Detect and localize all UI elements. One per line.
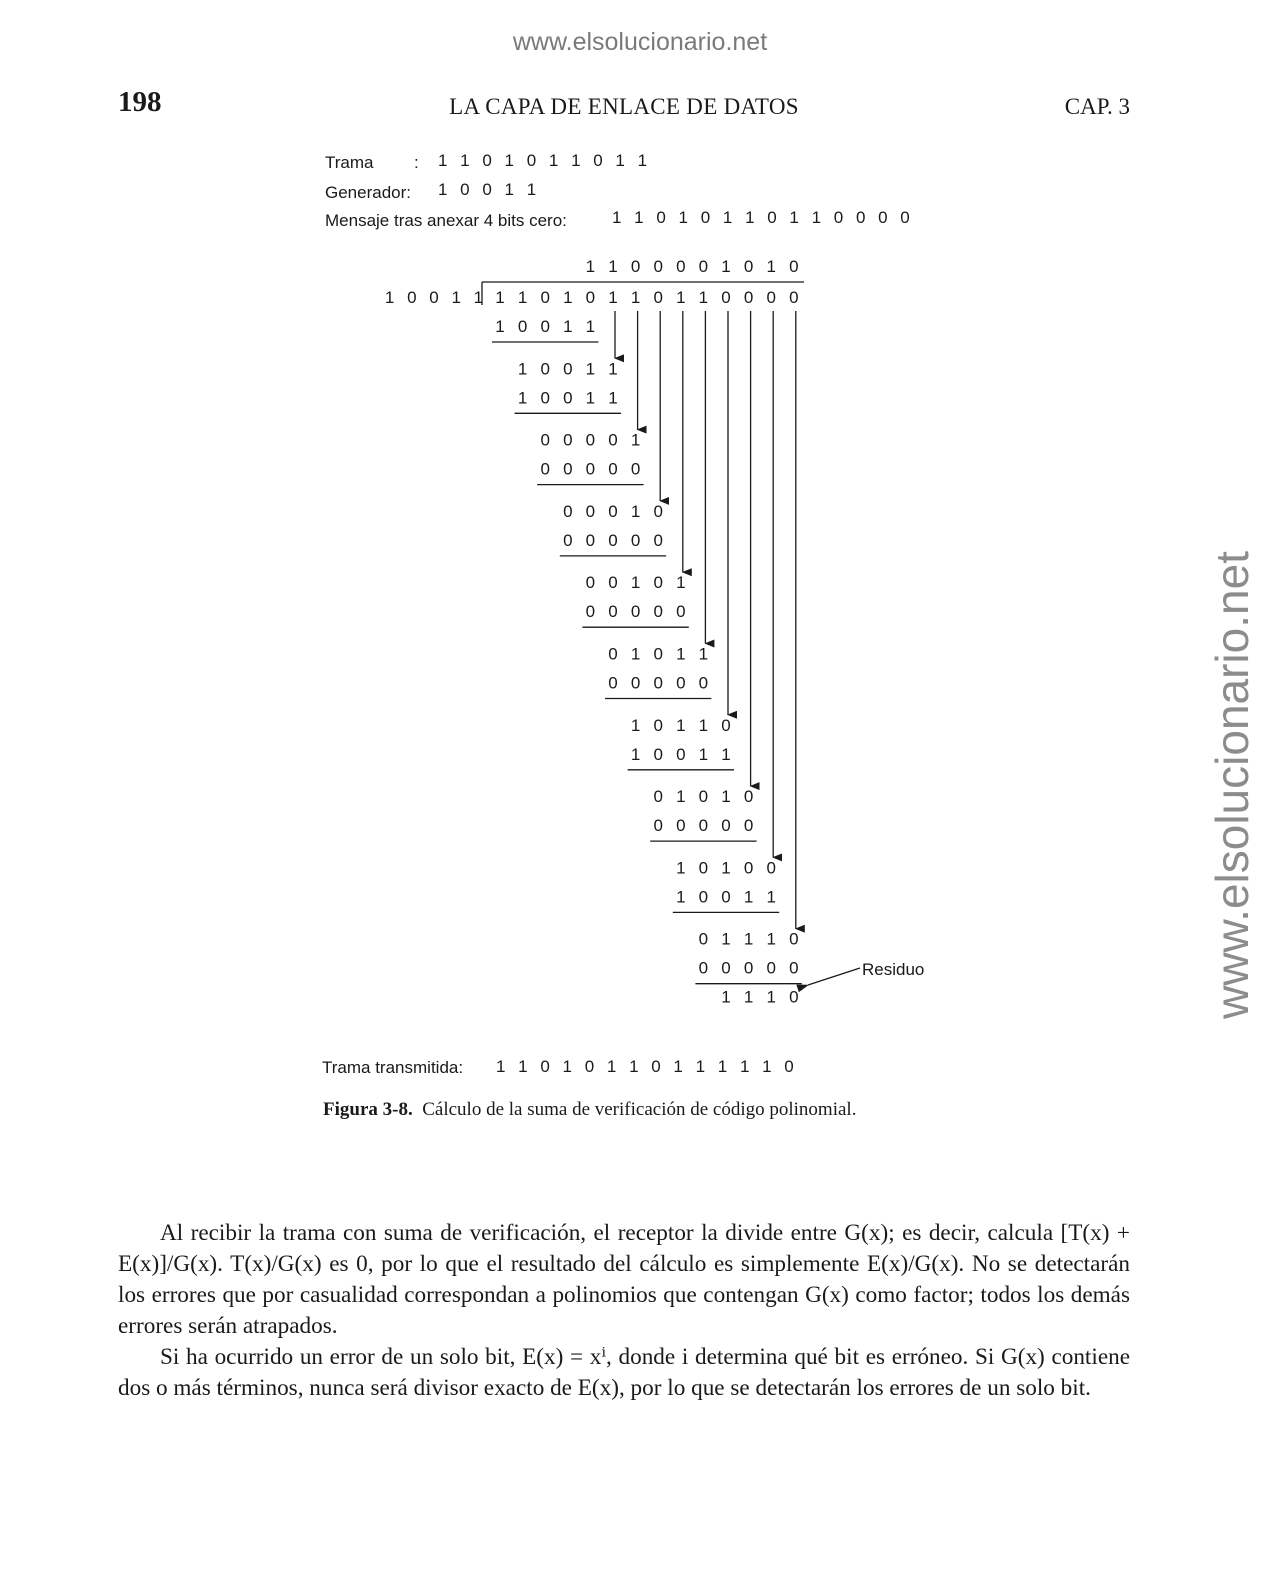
- remainder-digit: 1: [766, 987, 776, 1007]
- partial-digit: 1: [676, 787, 686, 807]
- quotient-digit: 0: [698, 257, 709, 276]
- partial-digit: 1: [721, 787, 731, 807]
- partial-digit: 0: [653, 501, 663, 521]
- partial-digit: 0: [585, 573, 596, 593]
- partial-digit: 0: [540, 359, 550, 379]
- subtrahend-digit: 1: [608, 388, 618, 408]
- subtrahend-digit: 1: [563, 317, 573, 336]
- remainder-pointer: [808, 968, 860, 985]
- subtrahend-digit: 1: [495, 317, 505, 336]
- partial-digit: 1: [743, 929, 754, 949]
- subtrahend-digit: 0: [721, 816, 731, 836]
- subtrahend-digit: 0: [630, 530, 641, 550]
- subtrahend-digit: 1: [517, 388, 528, 408]
- partial-digit: 1: [585, 359, 596, 379]
- divisor: 1 0 0 1 1: [384, 288, 488, 307]
- watermark-side: www.elsolucionario.net: [1206, 551, 1258, 1019]
- quotient-digit: 0: [630, 257, 641, 276]
- appended-label: Mensaje tras anexar 4 bits cero:: [325, 211, 567, 230]
- partial-digit: 0: [789, 929, 799, 949]
- partial-digit: 1: [630, 430, 641, 450]
- dividend-digit: 1: [563, 288, 573, 307]
- frame-label: Trama: [325, 153, 374, 172]
- subtrahend-digit: 0: [517, 317, 528, 336]
- subtrahend-digit: 0: [540, 388, 550, 408]
- frame-separator: :: [414, 153, 419, 172]
- subtrahend-digit: 1: [698, 744, 709, 764]
- subtrahend-digit: 0: [653, 744, 663, 764]
- dividend-digit: 1: [698, 288, 709, 307]
- caption-label: Figura 3-8.: [323, 1099, 413, 1120]
- subtrahend-digit: 0: [721, 958, 731, 978]
- partial-digit: 0: [608, 430, 618, 450]
- subtrahend-digit: 0: [721, 887, 731, 907]
- partial-digit: 0: [743, 787, 754, 807]
- partial-digit: 0: [698, 787, 709, 807]
- partial-digit: 0: [653, 787, 663, 807]
- subtrahend-digit: 1: [766, 887, 776, 907]
- dividend-digit: 1: [630, 288, 641, 307]
- paragraph-2: Si ha ocurrido un error de un solo bit, E(x) = xⁱ, donde i determina qué bit es erróneo. Si G(x) contiene dos o más términos, nunca será divisor exacto de E(x), por lo que se detectarán los errores de un solo bit.: [118, 1344, 1130, 1401]
- appended-bits: 1 1 0 1 0 1 1 0 1 1 0 0 0 0: [612, 208, 914, 227]
- subtrahend-digit: 1: [743, 887, 754, 907]
- partial-digit: 0: [563, 359, 573, 379]
- partial-digit: 1: [517, 359, 528, 379]
- partial-digit: 0: [653, 644, 663, 664]
- quotient-digit: 0: [743, 257, 754, 276]
- subtrahend-digit: 0: [766, 958, 776, 978]
- subtrahend-digit: 0: [608, 673, 618, 693]
- quotient-digit: 0: [789, 257, 799, 276]
- subtrahend-digit: 0: [653, 602, 663, 622]
- partial-digit: 1: [766, 929, 776, 949]
- subtrahend-digit: 0: [653, 673, 663, 693]
- subtrahend-digit: 1: [630, 744, 641, 764]
- dividend-digit: 0: [540, 288, 550, 307]
- partial-digit: 0: [608, 573, 618, 593]
- partial-digit: 1: [698, 644, 709, 664]
- partial-digit: 0: [563, 501, 573, 521]
- subtrahend-digit: 0: [698, 887, 709, 907]
- subtrahend-digit: 0: [563, 388, 573, 408]
- subtrahend-digit: 0: [608, 602, 618, 622]
- subtrahend-digit: 0: [585, 459, 596, 479]
- quotient-digit: 1: [721, 257, 731, 276]
- partial-digit: 1: [676, 644, 686, 664]
- subtrahend-digit: 0: [789, 958, 799, 978]
- quotient-digit: 0: [676, 257, 686, 276]
- partial-digit: 1: [676, 573, 686, 593]
- subtrahend-digit: 0: [630, 602, 641, 622]
- partial-digit: 0: [653, 573, 663, 593]
- dividend-digit: 1: [517, 288, 528, 307]
- partial-digit: 1: [698, 715, 709, 735]
- remainder-digit: 1: [721, 987, 731, 1007]
- partial-digit: 1: [721, 858, 731, 878]
- partial-digit: 1: [676, 858, 686, 878]
- subtrahend-digit: 0: [585, 530, 596, 550]
- partial-digit: 0: [540, 430, 550, 450]
- watermark-top: www.elsolucionario.net: [512, 28, 768, 56]
- subtrahend-digit: 1: [721, 744, 731, 764]
- partial-digit: 0: [563, 430, 573, 450]
- subtrahend-digit: 0: [563, 459, 573, 479]
- partial-digit: 0: [585, 501, 596, 521]
- quotient-digit: 1: [608, 257, 618, 276]
- dividend-digit: 0: [766, 288, 776, 307]
- dividend-digit: 0: [789, 288, 799, 307]
- dividend-digit: 0: [721, 288, 731, 307]
- dividend-digit: 0: [585, 288, 596, 307]
- remainder-digit: 0: [789, 987, 799, 1007]
- quotient-digit: 0: [653, 257, 663, 276]
- subtrahend-digit: 0: [540, 459, 550, 479]
- body-text: [118, 1218, 1130, 1404]
- subtrahend-digit: 0: [653, 530, 663, 550]
- quotient-digit: 1: [585, 257, 596, 276]
- remainder-digit: 1: [743, 987, 754, 1007]
- partial-digit: 0: [698, 858, 709, 878]
- dividend-digit: 0: [743, 288, 754, 307]
- partial-digit: 1: [721, 929, 731, 949]
- partial-digit: 0: [743, 858, 754, 878]
- subtrahend-digit: 1: [585, 317, 596, 336]
- subtrahend-digit: 0: [585, 602, 596, 622]
- page-number: 198: [118, 86, 162, 118]
- partial-digit: 0: [653, 715, 663, 735]
- partial-digit: 1: [630, 573, 641, 593]
- subtrahend-digit: 0: [698, 673, 709, 693]
- partial-digit: 0: [585, 430, 596, 450]
- frame-bits: 1 1 0 1 0 1 1 0 1 1: [438, 151, 652, 170]
- subtrahend-digit: 0: [743, 958, 754, 978]
- generator-bits: 1 0 0 1 1: [438, 180, 541, 199]
- partial-digit: 0: [721, 715, 731, 735]
- subtrahend-digit: 0: [743, 816, 754, 836]
- partial-digit: 1: [630, 715, 641, 735]
- partial-digit: 1: [608, 359, 618, 379]
- running-head: LA CAPA DE ENLACE DE DATOS: [449, 94, 799, 119]
- dividend-digit: 1: [495, 288, 505, 307]
- partial-digit: 0: [766, 858, 776, 878]
- subtrahend-digit: 0: [698, 958, 709, 978]
- partial-digit: 0: [608, 644, 618, 664]
- paragraph-1: Al recibir la trama con suma de verificación, el receptor la divide entre G(x); es decir, calcula [T(x) + E(x)]/G(x). T(x)/G(x) es 0, por lo que el resultado del cálculo es simplemente E(x)/G(x). No se detectarán los errores que por casualidad correspondan a polinomios que contengan G(x) como factor; todos los demás errores serán atrapados.: [118, 1220, 1130, 1339]
- remainder-label: Residuo: [862, 960, 925, 979]
- dividend-digit: 1: [608, 288, 618, 307]
- subtrahend-digit: 0: [630, 459, 641, 479]
- subtrahend-digit: 1: [676, 887, 686, 907]
- dividend-digit: 0: [653, 288, 663, 307]
- subtrahend-digit: 0: [676, 602, 686, 622]
- subtrahend-digit: 0: [608, 459, 618, 479]
- subtrahend-digit: 0: [540, 317, 550, 336]
- partial-digit: 1: [676, 715, 686, 735]
- figure-caption: [323, 1099, 856, 1121]
- subtrahend-digit: 0: [563, 530, 573, 550]
- partial-digit: 0: [608, 501, 618, 521]
- transmitted-bits: 1 1 0 1 0 1 1 0 1 1 1 1 1 0: [496, 1057, 798, 1076]
- subtrahend-digit: 0: [676, 673, 686, 693]
- subtrahend-digit: 0: [653, 816, 663, 836]
- subtrahend-digit: 0: [608, 530, 618, 550]
- subtrahend-digit: 0: [630, 673, 641, 693]
- transmitted-label: Trama transmitida:: [322, 1058, 464, 1077]
- quotient-digit: 1: [766, 257, 776, 276]
- partial-digit: 1: [630, 644, 641, 664]
- subtrahend-digit: 0: [698, 816, 709, 836]
- dividend-digit: 1: [676, 288, 686, 307]
- subtrahend-digit: 0: [676, 816, 686, 836]
- caption-text: Cálculo de la suma de verificación de código polinomial.: [422, 1099, 857, 1120]
- subtrahend-digit: 1: [585, 388, 596, 408]
- chapter-label: CAP. 3: [1064, 94, 1130, 119]
- partial-digit: 1: [630, 501, 641, 521]
- subtrahend-digit: 0: [676, 744, 686, 764]
- generator-label: Generador:: [325, 183, 411, 202]
- partial-digit: 0: [698, 929, 709, 949]
